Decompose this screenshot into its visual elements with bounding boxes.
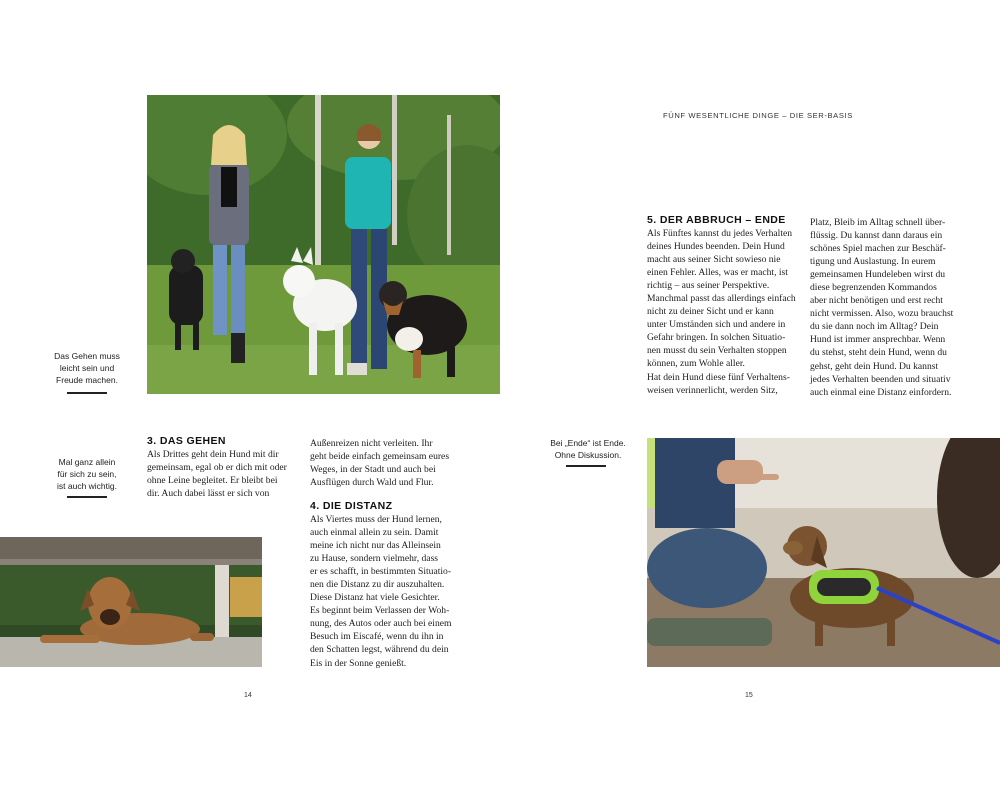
- photo-women-walking-dogs: [147, 95, 500, 394]
- caption-alone: Mal ganz allein für sich zu sein, ist auch wichtig.: [57, 457, 117, 491]
- page-number-left: 14: [244, 692, 252, 699]
- photo-dachshund-stop-gesture: [647, 438, 1000, 667]
- running-head: FÜNF WESENTLICHE DINGE – DIE SER-BASIS: [663, 111, 853, 120]
- caption-walking: Das Gehen muss leicht sein und Freude machen.: [54, 351, 120, 385]
- section-abbruch-body-col1: Als Fünftes kannst du jedes Verhalten deines Hundes beenden. Dein Hund macht aus seiner Sicht sowieso nie einen Fehler. Alles, was er macht, ist richtig – aus seiner Perspektive. Manchmal passt das allerdings einfach nicht zu deiner Sicht und er kann unter Umständen sich und andere in Gefahr bringen. In solchen Situatio- nen musst du sein Verhalten stoppen können, zum Wohle aller. Hat dein Hund diese fünf Verhaltens- weisen verinnerlicht, werden Sitz,: [647, 228, 796, 396]
- page-number-right: 15: [745, 692, 753, 699]
- photo-puppy-under-table: [0, 537, 262, 667]
- section-gehen-body-col1: Als Drittes geht dein Hund mit dir gemeinsam, egal ob er dich mit oder ohne Leine begleitet. Er bleibt bei dir. Auch dabei lässt er sich von: [147, 449, 287, 500]
- section-abbruch-body-col2: Platz, Bleib im Alltag schnell über- flüssig. Du kannst dann daraus ein schönes Spiel machen zur Beschäf- tigung und Auslastung. In eurem gemeinsamen Hundeleben wirst du diese begrenzenden Kommandos aber nicht benötigen und erst recht nicht vermissen. Also, wozu brauchst du sie dann noch im Alltag? Dein Hund ist immer ansprechbar. Wenn du stehst, steht dein Hund, wenn du gehst, geht dein Hund. Du kannst jedes Verhalten beenden und situativ auch einmal eine Distanz einfordern.: [810, 217, 954, 398]
- section-abbruch: [647, 214, 807, 397]
- caption-alone-rule: [67, 496, 107, 498]
- section-gehen-body-col2: Außenreizen nicht verleiten. Ihr geht beide einfach gemeinsam eures Weges, in der Stadt und auch bei Ausflügen durch Wald und Flur.: [310, 438, 450, 489]
- section-abbruch-heading: 5. DER ABBRUCH – ENDE: [647, 214, 786, 226]
- caption-walking-rule: [67, 392, 107, 394]
- section-distanz-heading: 4. DIE DISTANZ: [310, 500, 393, 512]
- section-gehen-heading: 3. DAS GEHEN: [147, 435, 226, 447]
- section-distanz: [310, 500, 475, 670]
- section-distanz-body: Als Viertes muss der Hund lernen, auch einmal allein zu sein. Damit meine ich nicht nur das Alleinsein zu Hause, sondern vielmehr, dass er es schafft, in bestimmten Situatio- nen die Distanz zu dir auszuhalten. Diese Distanz hat viele Gesichter. Es beginnt beim Verlassen der Woh- nung, des Autos oder auch bei einem Besuch im Eiscafé, wenn du ihn in den Schatten legst, während du dein Eis in der Sonne genießt.: [310, 514, 452, 669]
- caption-ende: Bei „Ende“ ist Ende. Ohne Diskussion.: [550, 438, 626, 460]
- section-gehen: [147, 435, 297, 500]
- caption-ende-rule: [566, 465, 606, 467]
